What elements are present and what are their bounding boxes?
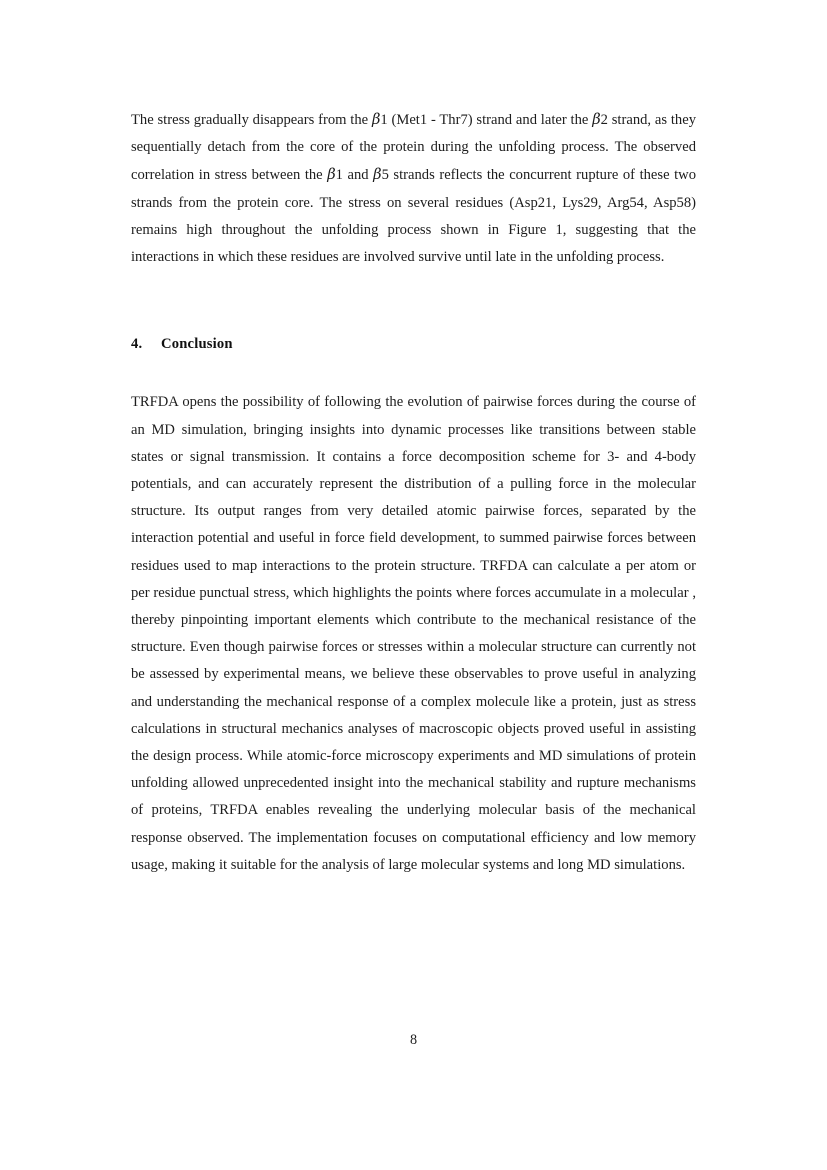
paragraph-segment: 1 (Met1 - Thr7) strand and later the bbox=[380, 112, 593, 128]
spacer-above-heading bbox=[131, 271, 696, 331]
spacer-below-heading bbox=[131, 358, 696, 389]
paragraph-segment: 5 strands reflects the concurrent rupture of these two strands from the protein core. The stress on several residues (Asp21, Lys29, Arg54, Asp58) remains high throughout the unfolding process shown in Figure 1, suggesting that the interactions in which these residues are involved survive until late in the unfolding process. bbox=[131, 167, 696, 266]
beta-symbol: β bbox=[327, 166, 336, 184]
paragraph-stress-analysis bbox=[131, 106, 696, 271]
paragraph-segment: 2 strand, as they sequentially detach from the core of the protein during the unfolding process. The observed correlation in stress between the bbox=[131, 112, 696, 184]
section-title: Conclusion bbox=[161, 336, 233, 353]
beta-symbol: β bbox=[371, 111, 381, 128]
text-column bbox=[131, 106, 696, 879]
paragraph-segment: The stress gradually disappears from the bbox=[131, 112, 372, 128]
page-number: 8 bbox=[409, 1032, 418, 1048]
section-number: 4. bbox=[131, 336, 143, 353]
section-heading-conclusion bbox=[131, 331, 696, 358]
paragraph-conclusion-body: TRFDA opens the possibility of following the evolution of pairwise forces during the course of an MD simulation, bringing insights into dynamic processes like transitions between stable states or signal transmission. It contains a force decomposition scheme for 3- and 4-body potentials, and can accurately represent the distribution of a pulling force in the molecular structure. Its output ranges from very detailed atomic pairwise forces, separated by the interaction potential and useful in force field development, to summed pairwise forces between residues used to map interactions to the protein structure. TRFDA can calculate a per atom or per residue punctual stress, which highlights the points where forces accumulate in a molecular , thereby pinpointing important elements which contribute to the mechanical resistance of the structure. Even though pairwise forces or stresses within a molecular structure can currently not be assessed by experimental means, we believe these observables to prove useful in analyzing and understanding the mechanical response of a complex molecule like a protein, just as stress calculations in structural mechanics analyses of macroscopic objects proved useful in assisting the design process. While atomic-force microscopy experiments and MD simulations of protein unfolding allowed unprecedented insight into the mechanical stability and rupture mechanisms of proteins, TRFDA enables revealing the underlying molecular basis of the mechanical response observed. The implementation focuses on computational efficiency and low memory usage, making it suitable for the analysis of large molecular systems and long MD simulations. bbox=[131, 394, 696, 873]
beta-symbol: β bbox=[373, 166, 382, 184]
paragraph-segment: 1 and bbox=[335, 167, 374, 184]
beta-symbol: β bbox=[592, 111, 601, 128]
